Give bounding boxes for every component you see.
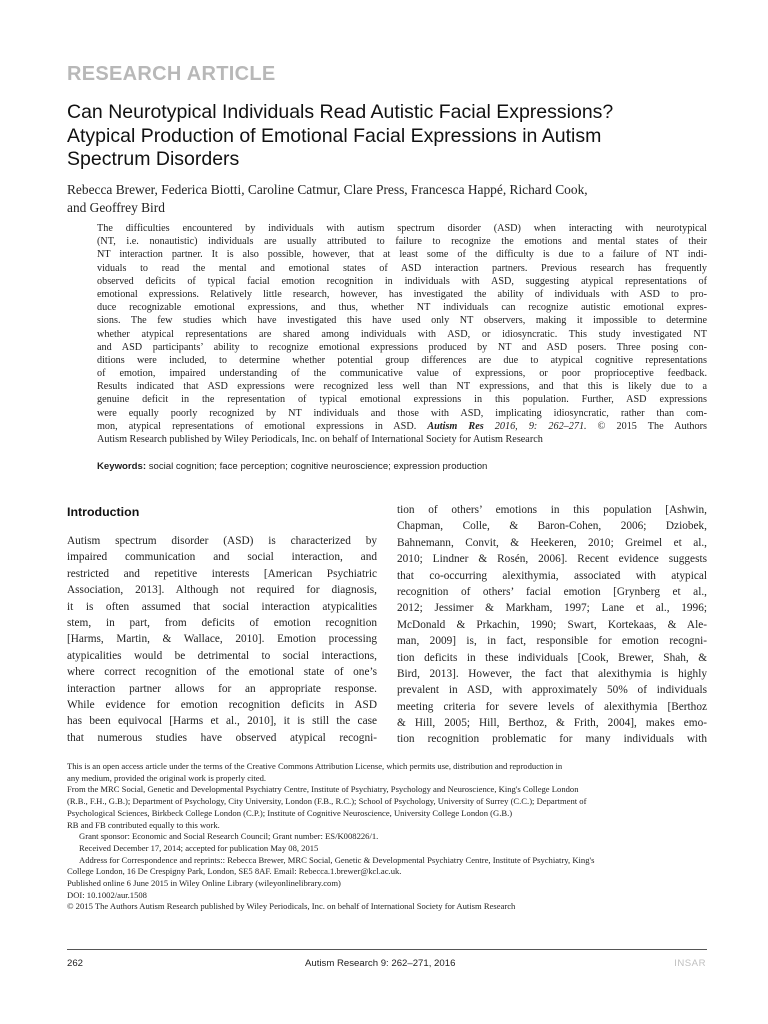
column-right <box>397 502 707 748</box>
body-line: atypicalities would be detrimental to social interactions, <box>67 649 377 662</box>
abstract-line: The difficulties encountered by individuals with autism spectrum disorder (ASD) when interacting with neurotypical <box>97 223 707 234</box>
article-title <box>67 101 707 172</box>
title-line: Atypical Production of Emotional Facial Expressions in Autism <box>67 124 602 147</box>
title-line: Spectrum Disorders <box>67 148 240 170</box>
keywords <box>97 461 707 472</box>
abstract-text: mon, atypical representations of emotional expressions in ASD. <box>97 420 428 432</box>
body-line: that numerous studies have observed atypical recogni- <box>67 731 377 744</box>
copyright-note: © 2015 The Authors Autism Research published by Wiley Periodicals, Inc. on behalf of International Society for Autism Research <box>67 901 516 912</box>
copyright-text: © 2015 The Authors <box>586 420 707 432</box>
footer-rule <box>67 949 707 950</box>
body-line: tion recognition problematic for many individuals with <box>397 733 707 746</box>
footnotes <box>67 761 712 913</box>
abstract-citation-line <box>97 420 707 433</box>
body-line: recognition of others’ facial emotion [Grynberg et al., <box>397 585 707 598</box>
body-line: Bahnemann, Convit, & Heekeren, 2010; Greimel et al., <box>397 536 707 549</box>
article-type-label: RESEARCH ARTICLE <box>67 63 276 85</box>
body-line: & Hill, 2005; Hill, Berthoz, & Frith, 2004], makes emo- <box>397 717 707 730</box>
author-line: and Geoffrey Bird <box>67 200 165 215</box>
body-line: Association, 2013]. Although not required for diagnosis, <box>67 584 377 597</box>
abstract-line: (NT, i.e. nonautistic) individuals are usually attributed to failure to recognize the emotions and mental states of their <box>97 236 707 248</box>
abstract-line: whether atypical representations are shared among individuals with ASD, or idiosyncratic. This study investigated NT <box>97 328 707 340</box>
body-line: McDonald & Prkachin, 1990; Swart, Kortekaas, & Ale- <box>397 618 707 631</box>
abstract <box>97 222 707 446</box>
contribution-note: RB and FB contributed equally to this work. <box>67 819 220 830</box>
body-line: that co-occurring alexithymia, associated with atypical <box>397 569 707 582</box>
body-line: meeting criteria for severe levels of alexithymia [Berthoz <box>397 700 707 713</box>
affiliation-note: (R.B., F.H., G.B.); Department of Psychology, City University, London (F.B., R.C.); School of Psychology, University of Surrey (C.C.); Department of <box>67 796 587 807</box>
body-line: 2010; Lindner & Rosén, 2006]. Recent evidence suggests <box>397 553 707 566</box>
abstract-line: emotional expressions. Relatively little research, however, has investigated the ability of individuals with ASD to pro- <box>97 288 707 300</box>
body-line: restricted and repetitive interests [American Psychiatric <box>67 567 377 580</box>
doi-note: DOI: 10.1002/aur.1508 <box>67 889 147 900</box>
received-note: Received December 17, 2014; accepted for publication May 08, 2015 <box>79 842 319 853</box>
abstract-line: Autism Research published by Wiley Periodicals, Inc. on behalf of International Society for Autism Research <box>97 434 543 445</box>
journal-citation: Autism Research 9: 262–271, 2016 <box>305 958 456 969</box>
section-heading-introduction: Introduction <box>67 505 140 519</box>
title-line: Can Neurotypical Individuals Read Autistic Facial Expressions? <box>67 101 614 123</box>
society-logo-text: INSAR <box>674 958 706 969</box>
correspondence-note: Address for Correspondence and reprints:: Rebecca Brewer, MRC Social, Genetic & Developmental Psychiatry Centre, Institute of Psychiatry, King's <box>79 854 595 865</box>
body-line: impaired communication and social interaction, and <box>67 551 377 564</box>
grant-note: Grant sponsor: Economic and Social Research Council; Grant number: ES/K008226/1. <box>79 831 379 842</box>
license-note: any medium, provided the original work is properly cited. <box>67 772 267 783</box>
body-line: has been equivocal [Harms et al., 2010], it is still the case <box>67 715 377 728</box>
abstract-line: duce recognizable emotional expressions, and thus, whether NT individuals can recognize autistic emotional expres- <box>97 302 707 314</box>
body-line: Bird, 2013]. However, the fact that alexithymia is highly <box>397 667 707 680</box>
body-line: tion deficits in these individuals [Cook, Brewer, Shah, & <box>397 651 707 664</box>
abstract-line: ditions were included, to determine whether potential group differences are due to atypical cognitive representations <box>97 354 707 366</box>
abstract-line: NT interaction partner. It is also possible, however, that at least some of the difficulty is due to a failure of NT indi- <box>97 249 707 261</box>
abstract-line: Results indicated that ASD expressions were recognized less well than NT expressions, and that this is likely due to a <box>97 381 707 393</box>
body-line: While evidence for emotion recognition deficits in ASD <box>67 698 377 711</box>
body-line: tion of others’ emotions in this population [Ashwin, <box>397 504 707 516</box>
abstract-line: and ASD participants’ ability to recognize emotional expressions produced by NT and ASD posers. Three posing con- <box>97 341 707 353</box>
published-note: Published online 6 June 2015 in Wiley Online Library (wileyonlinelibrary.com) <box>67 878 341 889</box>
body-line: Autism spectrum disorder (ASD) is characterized by <box>67 535 377 547</box>
affiliation-note: Psychological Sciences, Birkbeck College London (C.P.); Institute of Cognitive Neuroscience, University College London (G.B.) <box>67 807 513 818</box>
body-line: prevalent in ASD, with approximately 50% of individuals <box>397 684 707 697</box>
keywords-text: social cognition; face perception; cognitive neuroscience; expression production <box>146 461 488 472</box>
affiliation-note: From the MRC Social, Genetic and Developmental Psychiatry Centre, Institute of Psychiatry, Psychology and Neuroscience, King's College London <box>67 784 579 795</box>
body-line: man, 2009] is, in fact, responsible for emotion recogni- <box>397 635 707 648</box>
keywords-label: Keywords: <box>97 461 147 472</box>
abstract-line: viduals to read the mental and emotional states of ASD interaction partners. Previous research has frequently <box>97 262 707 274</box>
correspondence-note: College London, 16 De Crespigny Park, London, SE5 8AF. Email: Rebecca.1.brewer@kcl.ac.uk. <box>67 866 402 877</box>
body-line: where correct recognition of the emotional state of one’s <box>67 666 377 679</box>
journal-abbrev: Autism Res <box>427 420 484 432</box>
license-note: This is an open access article under the terms of the Creative Commons Attribution License, which permits use, distribution and reproduction in <box>67 761 563 771</box>
citation: 2016, 9: 262–271. <box>483 420 587 432</box>
abstract-line: were equally poorly recognized by NT individuals and those with ASD, implicating idiosyncratic, rather than com- <box>97 407 707 419</box>
body-line: [Harms, Martin, & Wallace, 2010]. Emotion processing <box>67 633 377 646</box>
abstract-line: of emotion, impaired understanding of the communicative value of expressions, or poor proprioceptive feedback. <box>97 368 707 380</box>
body-line: stem, in part, from deficits of emotion recognition <box>67 616 377 629</box>
body-line: 2012; Jessimer & Markham, 1997; Lane et al., 1996; <box>397 602 707 615</box>
author-list <box>67 181 707 217</box>
body-line: interaction partner allows for an appropriate response. <box>67 682 377 695</box>
abstract-line: observed deficits of typical facial emotion recognition in individuals with ASD, suggesting atypical representations of <box>97 275 707 287</box>
body-line: it is often assumed that social interaction atypicalities <box>67 600 377 613</box>
column-left <box>67 505 377 746</box>
body-line: Chapman, Colle, & Baron-Cohen, 2006; Dziobek, <box>397 520 707 533</box>
page-number: 262 <box>67 958 84 969</box>
abstract-line: genuine deficit in the representation of typical emotional expressions in this population. Further, ASD expressions <box>97 394 707 406</box>
abstract-line: sions. The few studies which have investigated this have used only NT observers, making it impossible to determine <box>97 315 707 327</box>
author-line: Rebecca Brewer, Federica Biotti, Caroline Catmur, Clare Press, Francesca Happé, Richard Cook, <box>67 182 588 197</box>
